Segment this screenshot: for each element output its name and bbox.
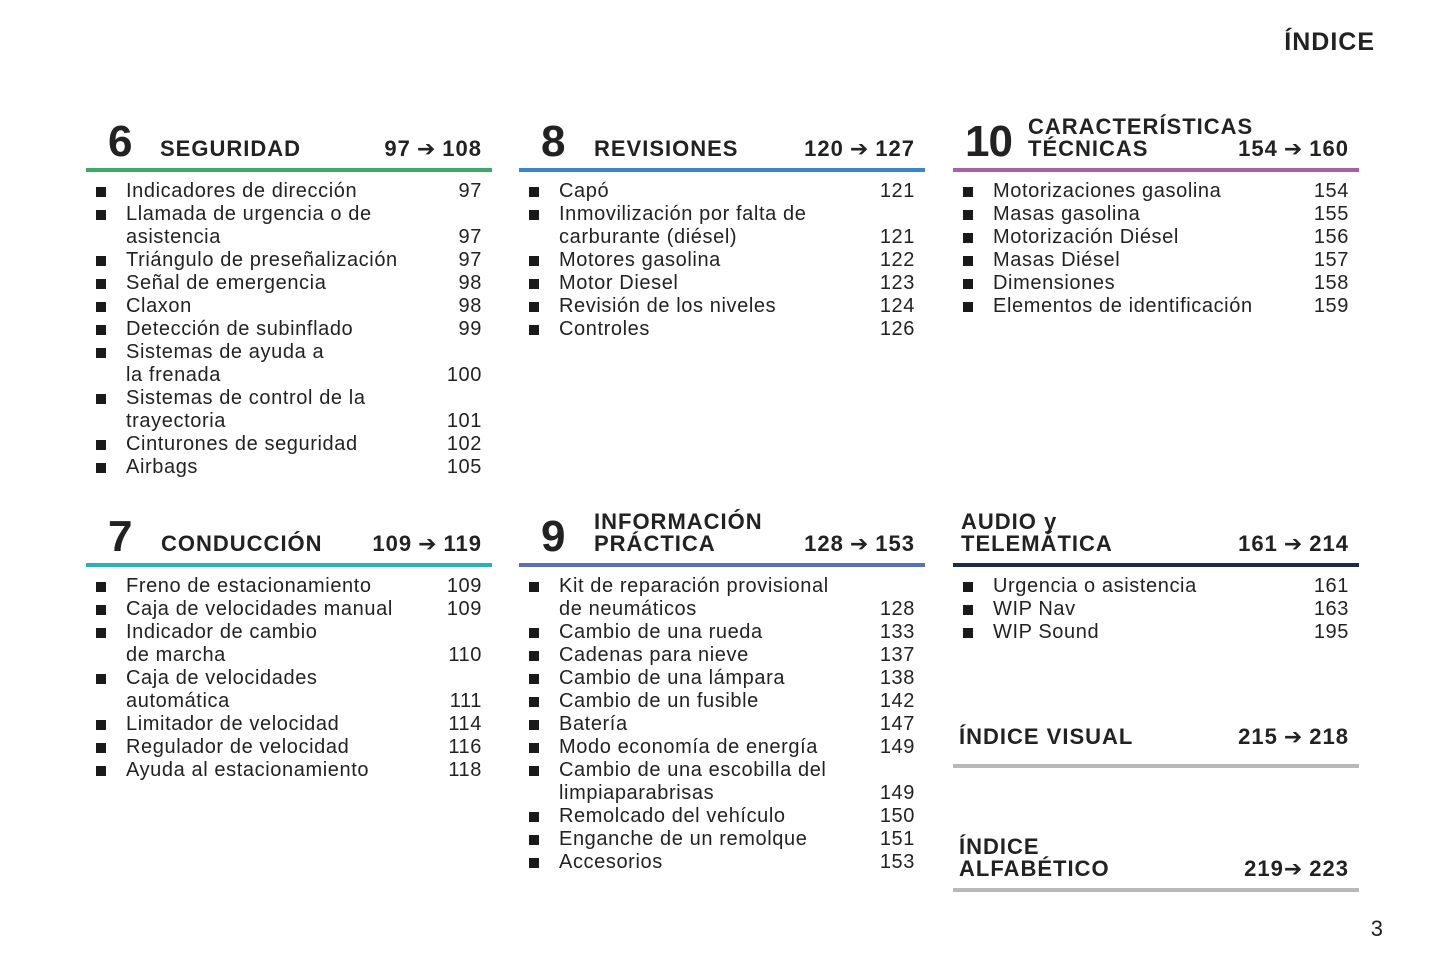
square-bullet-icon xyxy=(529,720,539,730)
square-bullet-icon xyxy=(96,628,106,638)
toc-entry[interactable] xyxy=(86,667,492,713)
square-bullet-icon xyxy=(963,628,973,638)
square-bullet-icon xyxy=(529,835,539,845)
square-bullet-icon xyxy=(529,743,539,753)
section-page-range[interactable] xyxy=(804,138,915,160)
toc-entry[interactable] xyxy=(519,736,925,759)
square-bullet-icon xyxy=(529,256,539,266)
toc-entry-label: Capó xyxy=(559,180,610,202)
toc-entry-page: 149 xyxy=(879,782,915,804)
toc-entry[interactable] xyxy=(519,690,925,713)
toc-entry[interactable] xyxy=(953,180,1359,203)
section-title: CARACTERÍSTICAS TÉCNICAS xyxy=(1028,114,1254,161)
toc-entry-page: 158 xyxy=(1313,272,1349,294)
square-bullet-icon xyxy=(529,858,539,868)
toc-entry-label: Remolcado del vehículo xyxy=(559,805,786,827)
range-start: 154 xyxy=(1238,136,1278,161)
toc-entry-label: Motorizaciones gasolina xyxy=(993,180,1222,202)
section-indice-visual xyxy=(953,700,1359,768)
section-title: ÍNDICE VISUAL xyxy=(959,724,1134,749)
toc-entry[interactable] xyxy=(519,272,925,295)
square-bullet-icon xyxy=(96,582,106,592)
toc-entry-page: 154 xyxy=(1313,180,1349,202)
toc-entry[interactable] xyxy=(519,805,925,828)
square-bullet-icon xyxy=(963,302,973,312)
toc-entry-label: Sistemas de ayuda a la frenada xyxy=(126,341,325,386)
toc-entry-label: Motor Diesel xyxy=(559,272,679,294)
section-item-list xyxy=(519,180,925,341)
square-bullet-icon xyxy=(963,210,973,220)
section-rule xyxy=(953,563,1359,567)
arrow-right-icon: ➔ xyxy=(1283,531,1304,556)
toc-entry-label: Indicadores de dirección xyxy=(126,180,358,202)
toc-entry-label: Detección de subinflado xyxy=(126,318,354,340)
toc-entry-page: 100 xyxy=(446,364,482,386)
toc-entry-page: 133 xyxy=(879,621,915,643)
section-item-list xyxy=(519,575,925,874)
arrow-right-icon: ➔ xyxy=(418,531,438,556)
square-bullet-icon xyxy=(96,325,106,335)
toc-entry[interactable] xyxy=(953,249,1359,272)
toc-entry[interactable] xyxy=(86,759,492,782)
section-page-range[interactable] xyxy=(1244,858,1349,880)
toc-entry-page: 97 xyxy=(458,249,482,271)
section-page-range[interactable] xyxy=(804,533,915,555)
section-page-range[interactable] xyxy=(1238,533,1349,555)
toc-entry-label: WIP Sound xyxy=(993,621,1100,643)
square-bullet-icon xyxy=(96,720,106,730)
toc-entry-page: 156 xyxy=(1313,226,1349,248)
toc-entry-page: 126 xyxy=(879,318,915,340)
range-start: 120 xyxy=(804,136,844,161)
section-page-range[interactable] xyxy=(372,533,482,555)
toc-entry[interactable] xyxy=(86,456,492,479)
section-rule xyxy=(953,888,1359,892)
toc-entry-page: 137 xyxy=(879,644,915,666)
square-bullet-icon xyxy=(96,743,106,753)
range-start: 109 xyxy=(372,531,413,556)
toc-entry-page: 98 xyxy=(458,272,482,294)
range-end: 153 xyxy=(875,531,915,556)
range-start: 128 xyxy=(804,531,844,556)
square-bullet-icon xyxy=(96,674,106,684)
square-bullet-icon xyxy=(529,812,539,822)
range-end: 160 xyxy=(1309,136,1349,161)
toc-entry[interactable] xyxy=(953,272,1359,295)
section-number: 10 xyxy=(965,117,1012,166)
arrow-right-icon: ➔ xyxy=(1283,724,1304,749)
section-rule xyxy=(953,168,1359,172)
toc-entry-page: 118 xyxy=(448,759,482,781)
toc-entry-page: 149 xyxy=(879,736,915,758)
toc-entry-page: 109 xyxy=(446,598,482,620)
toc-entry-page: 110 xyxy=(448,644,482,666)
toc-entry-page: 142 xyxy=(879,690,915,712)
section-informacion-practica xyxy=(519,505,925,874)
toc-entry-label: Cambio de una lámpara xyxy=(559,667,786,689)
arrow-right-icon: ➔ xyxy=(849,531,870,556)
toc-entry[interactable] xyxy=(953,598,1359,621)
toc-entry[interactable] xyxy=(86,341,492,387)
square-bullet-icon xyxy=(963,233,973,243)
toc-entry-label: Caja de velocidades manual xyxy=(126,598,393,620)
square-bullet-icon xyxy=(96,394,106,404)
toc-entry[interactable] xyxy=(519,318,925,341)
toc-entry[interactable] xyxy=(519,249,925,272)
toc-entry[interactable] xyxy=(519,851,925,874)
section-revisiones xyxy=(519,110,925,341)
toc-entry[interactable] xyxy=(953,226,1359,249)
arrow-right-icon: ➔ xyxy=(1283,856,1304,881)
toc-entry[interactable] xyxy=(953,203,1359,226)
section-page-range[interactable] xyxy=(1238,138,1349,160)
section-page-range[interactable] xyxy=(384,138,482,160)
toc-entry-label: Motorización Diésel xyxy=(993,226,1179,248)
section-rule xyxy=(86,168,492,172)
square-bullet-icon xyxy=(529,325,539,335)
toc-entry-label: Sistemas de control de la trayectoria xyxy=(126,387,366,432)
toc-entry[interactable] xyxy=(86,736,492,759)
toc-entry-page: 161 xyxy=(1313,575,1349,597)
toc-entry-label: Claxon xyxy=(126,295,192,317)
toc-entry-page: 105 xyxy=(446,456,482,478)
square-bullet-icon xyxy=(96,187,106,197)
toc-entry-page: 122 xyxy=(879,249,915,271)
section-title: SEGURIDAD xyxy=(160,136,302,161)
toc-entry[interactable] xyxy=(519,180,925,203)
toc-entry-label: Motores gasolina xyxy=(559,249,721,271)
square-bullet-icon xyxy=(529,582,539,592)
toc-entry[interactable] xyxy=(86,180,492,203)
section-rule xyxy=(519,168,925,172)
toc-entry[interactable] xyxy=(86,598,492,621)
toc-entry[interactable] xyxy=(953,575,1359,598)
toc-entry-label: Batería xyxy=(559,713,628,735)
section-page-range[interactable] xyxy=(1238,726,1349,748)
section-title: INFORMACIÓN PRÁCTICA xyxy=(594,509,763,556)
toc-entry-label: Airbags xyxy=(126,456,199,478)
toc-entry-label: Inmovilización por falta de carburante (diésel) xyxy=(559,203,807,248)
toc-entry-label: WIP Nav xyxy=(993,598,1076,620)
range-start: 161 xyxy=(1238,531,1278,556)
toc-entry-page: 159 xyxy=(1313,295,1349,317)
toc-entry-page: 163 xyxy=(1313,598,1349,620)
toc-entry-label: Controles xyxy=(559,318,650,340)
section-indice-alfabetico xyxy=(953,820,1359,892)
section-rule xyxy=(86,563,492,567)
square-bullet-icon xyxy=(529,187,539,197)
toc-entry-label: Ayuda al estacionamiento xyxy=(126,759,370,781)
section-item-list xyxy=(86,180,492,479)
section-rule xyxy=(519,563,925,567)
toc-entry-page: 97 xyxy=(458,226,482,248)
toc-entry-label: Revisión de los niveles xyxy=(559,295,777,317)
toc-entry-label: Regulador de velocidad xyxy=(126,736,350,758)
toc-entry-label: Urgencia o asistencia xyxy=(993,575,1197,597)
toc-entry[interactable] xyxy=(86,575,492,598)
toc-entry-label: Accesorios xyxy=(559,851,663,873)
toc-entry-page: 111 xyxy=(449,690,482,712)
square-bullet-icon xyxy=(96,210,106,220)
section-item-list xyxy=(953,180,1359,318)
toc-entry-label: Enganche de un remolque xyxy=(559,828,808,850)
square-bullet-icon xyxy=(529,674,539,684)
toc-entry[interactable] xyxy=(86,272,492,295)
toc-entry-page: 157 xyxy=(1313,249,1349,271)
square-bullet-icon xyxy=(529,651,539,661)
toc-entry[interactable] xyxy=(86,249,492,272)
toc-entry-label: Señal de emergencia xyxy=(126,272,327,294)
toc-entry[interactable] xyxy=(86,295,492,318)
toc-entry-page: 102 xyxy=(446,433,482,455)
square-bullet-icon xyxy=(96,302,106,312)
square-bullet-icon xyxy=(529,210,539,220)
toc-entry-page: 155 xyxy=(1313,203,1349,225)
range-start: 215 xyxy=(1238,724,1278,749)
toc-entry-label: Cinturones de seguridad xyxy=(126,433,358,455)
toc-entry-label: Cambio de una rueda xyxy=(559,621,763,643)
square-bullet-icon xyxy=(963,605,973,615)
toc-entry-label: Indicador de cambio de marcha xyxy=(126,621,318,666)
square-bullet-icon xyxy=(529,697,539,707)
range-start: 219 xyxy=(1244,856,1284,881)
toc-entry-label: Modo economía de energía xyxy=(559,736,819,758)
range-end: 214 xyxy=(1309,531,1349,556)
section-number: 6 xyxy=(108,117,132,166)
section-title: ÍNDICE ALFABÉTICO xyxy=(959,834,1110,881)
square-bullet-icon xyxy=(96,463,106,473)
toc-entry[interactable] xyxy=(519,621,925,644)
toc-entry-page: 121 xyxy=(879,226,915,248)
toc-entry[interactable] xyxy=(953,621,1359,644)
square-bullet-icon xyxy=(963,279,973,289)
toc-entry[interactable] xyxy=(86,621,492,667)
toc-entry[interactable] xyxy=(519,828,925,851)
section-item-list xyxy=(86,575,492,782)
toc-entry[interactable] xyxy=(953,295,1359,318)
toc-entry-label: Elementos de identificación xyxy=(993,295,1253,317)
toc-entry-label: Masas Diésel xyxy=(993,249,1121,271)
section-title: AUDIO y TELEMÁTICA xyxy=(961,509,1113,556)
range-start: 97 xyxy=(384,136,411,161)
section-audio-telematica xyxy=(953,505,1359,644)
square-bullet-icon xyxy=(96,279,106,289)
toc-entry[interactable] xyxy=(519,575,925,621)
arrow-right-icon: ➔ xyxy=(849,136,870,161)
range-end: 108 xyxy=(442,136,482,161)
range-end: 223 xyxy=(1309,856,1349,881)
toc-entry-page: 151 xyxy=(879,828,915,850)
toc-entry[interactable] xyxy=(86,203,492,249)
square-bullet-icon xyxy=(529,628,539,638)
toc-entry-label: Dimensiones xyxy=(993,272,1116,294)
section-number: 7 xyxy=(108,512,132,561)
toc-entry-page: 150 xyxy=(879,805,915,827)
toc-entry-page: 109 xyxy=(446,575,482,597)
square-bullet-icon xyxy=(96,605,106,615)
toc-entry-page: 114 xyxy=(448,713,482,735)
toc-entry-page: 116 xyxy=(448,736,482,758)
toc-entry-page: 195 xyxy=(1313,621,1349,643)
page-title: ÍNDICE xyxy=(1284,28,1375,56)
arrow-right-icon: ➔ xyxy=(416,136,437,161)
range-end: 127 xyxy=(875,136,915,161)
toc-entry-label: Masas gasolina xyxy=(993,203,1141,225)
square-bullet-icon xyxy=(963,256,973,266)
section-title: CONDUCCIÓN xyxy=(161,531,323,556)
toc-entry[interactable] xyxy=(519,713,925,736)
section-rule xyxy=(953,764,1359,768)
square-bullet-icon xyxy=(96,256,106,266)
toc-entry-page: 99 xyxy=(458,318,482,340)
toc-entry-page: 98 xyxy=(458,295,482,317)
toc-entry-label: Llamada de urgencia o de asistencia xyxy=(126,203,372,248)
toc-entry-label: Kit de reparación provisional de neumáticos xyxy=(559,575,829,620)
toc-entry-page: 147 xyxy=(879,713,915,735)
toc-entry[interactable] xyxy=(519,295,925,318)
toc-entry-label: Cadenas para nieve xyxy=(559,644,749,666)
toc-entry-label: Triángulo de preseñalización xyxy=(126,249,398,271)
toc-entry-label: Limitador de velocidad xyxy=(126,713,340,735)
range-end: 119 xyxy=(443,531,482,556)
square-bullet-icon xyxy=(96,348,106,358)
toc-entry[interactable] xyxy=(86,318,492,341)
toc-entry[interactable] xyxy=(86,433,492,456)
toc-entry[interactable] xyxy=(519,203,925,249)
toc-entry-page: 128 xyxy=(879,598,915,620)
square-bullet-icon xyxy=(529,279,539,289)
toc-entry-label: Freno de estacionamiento xyxy=(126,575,372,597)
toc-entry-page: 121 xyxy=(879,180,915,202)
toc-entry-label: Caja de velocidades automática xyxy=(126,667,318,712)
section-seguridad xyxy=(86,110,492,479)
page-number: 3 xyxy=(1370,916,1383,941)
section-conduccion xyxy=(86,505,492,782)
toc-entry[interactable] xyxy=(86,387,492,433)
section-number: 9 xyxy=(541,512,565,561)
section-caracteristicas-tecnicas xyxy=(953,110,1359,318)
toc-entry-page: 124 xyxy=(879,295,915,317)
toc-entry-page: 123 xyxy=(879,272,915,294)
section-title: REVISIONES xyxy=(594,136,739,161)
section-item-list xyxy=(953,575,1359,644)
toc-entry[interactable] xyxy=(86,713,492,736)
square-bullet-icon xyxy=(96,440,106,450)
toc-entry-page: 138 xyxy=(879,667,915,689)
toc-entry-page: 97 xyxy=(458,180,482,202)
toc-entry-label: Cambio de un fusible xyxy=(559,690,759,712)
toc-entry[interactable] xyxy=(519,667,925,690)
square-bullet-icon xyxy=(963,582,973,592)
toc-entry-page: 101 xyxy=(446,410,482,432)
square-bullet-icon xyxy=(96,766,106,776)
square-bullet-icon xyxy=(963,187,973,197)
square-bullet-icon xyxy=(529,302,539,312)
toc-entry-label: Cambio de una escobilla del limpiaparabrisas xyxy=(559,759,827,804)
toc-entry[interactable] xyxy=(519,644,925,667)
square-bullet-icon xyxy=(529,766,539,776)
toc-entry-page: 153 xyxy=(879,851,915,873)
range-end: 218 xyxy=(1309,724,1349,749)
arrow-right-icon: ➔ xyxy=(1283,136,1304,161)
toc-entry[interactable] xyxy=(519,759,925,805)
section-number: 8 xyxy=(541,117,565,166)
